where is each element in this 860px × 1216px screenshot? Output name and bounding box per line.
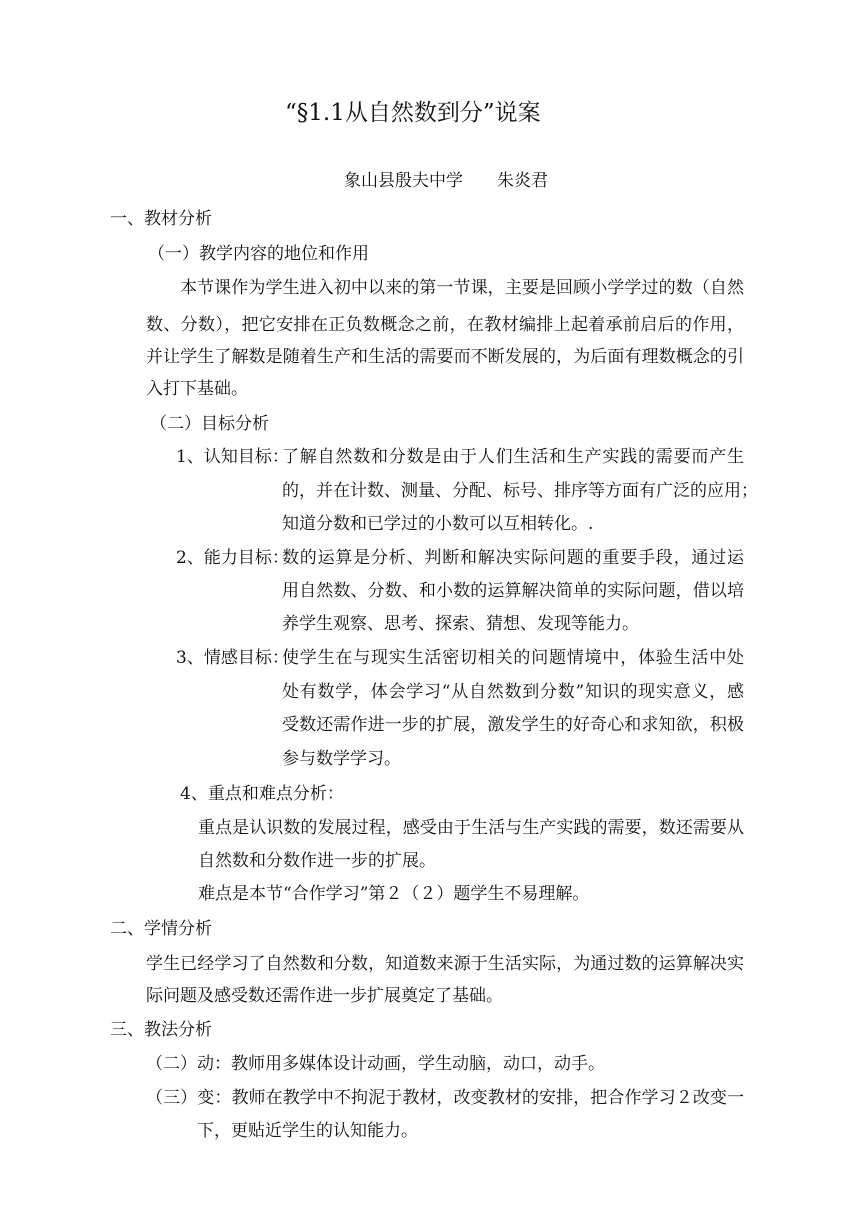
goal-line: 参与数学学习。 xyxy=(282,749,401,769)
method-line: 下，更贴近学生的认知能力。 xyxy=(197,1121,418,1141)
author-name: 朱炎君 xyxy=(497,171,548,191)
author-school: 象山县殷夫中学 xyxy=(344,171,463,191)
paragraph-line: 并让学生了解数是随着生产和生活的需要而不断发展的，为后面有理数概念的引 xyxy=(146,347,744,367)
subheading-content-role: （一）教学内容的地位和作用 xyxy=(148,244,369,264)
paragraph-line: 学生已经学习了自然数和分数，知道数来源于生活实际，为通过数的运算解决实 xyxy=(146,954,744,974)
subheading-goal-analysis: （二）目标分析 xyxy=(150,414,269,434)
document-title: “§1.1从自然数到分”说案 xyxy=(285,100,541,126)
paragraph-line: 数、分数），把它安排在正负数概念之前，在教材编排上起着承前启后的作用， xyxy=(146,315,744,335)
goal-label-cognitive: 1、认知目标： xyxy=(176,447,289,467)
goal-line: 处有数学，体会学习“从自然数到分数”知识的现实意义，感 xyxy=(282,682,744,702)
section-heading-materials: 一、教材分析 xyxy=(110,209,212,229)
goal-line: 受数还需作进一步的扩展，激发学生的好奇心和求知欲，积极 xyxy=(282,715,744,735)
goal-line: 使学生在与现实生活密切相关的问题情境中，体验生活中处 xyxy=(282,648,744,668)
goal-line: 数的运算是分析、判断和解决实际问题的重要手段，通过运 xyxy=(282,548,744,568)
goal-line: 养学生观察、思考、探索、猜想、发现等能力。 xyxy=(282,614,639,634)
key-point-line: 重点是认识数的发展过程，感受由于生活与生产实践的需要，数还需要从 xyxy=(198,818,744,838)
goal-label-ability: 2、能力目标： xyxy=(176,548,289,568)
section-heading-student-analysis: 二、学情分析 xyxy=(110,919,212,939)
paragraph-line: 本节课作为学生进入初中以来的第一节课，主要是回顾小学学过的数（自然 xyxy=(180,278,744,298)
key-point-line: 自然数和分数作进一步的扩展。 xyxy=(198,851,436,871)
goal-label-key-points: 4、重点和难点分析： xyxy=(180,784,344,804)
method-line: （三）变：教师在教学中不拘泥于教材，改变教材的安排，把合作学习２改变一 xyxy=(146,1088,744,1108)
method-line: （二）动：教师用多媒体设计动画，学生动脑，动口，动手。 xyxy=(146,1054,605,1074)
difficulty-line: 难点是本节“合作学习”第２（２）题学生不易理解。 xyxy=(198,884,590,904)
goal-line: 用自然数、分数、和小数的运算解决简单的实际问题，借以培 xyxy=(282,581,744,601)
paragraph-line: 入打下基础。 xyxy=(146,379,248,399)
goal-label-emotional: 3、情感目标： xyxy=(176,648,289,668)
section-heading-method-analysis: 三、教法分析 xyxy=(110,1020,212,1040)
paragraph-line: 际问题及感受数还需作进一步扩展奠定了基础。 xyxy=(146,986,503,1006)
goal-line: 了解自然数和分数是由于人们生活和生产实践的需要而产生 xyxy=(282,447,744,467)
goal-line: 的，并在计数、测量、分配、标号、排序等方面有广泛的应用； xyxy=(282,481,758,501)
goal-line: 知道分数和已学过的小数可以互相转化。. xyxy=(282,514,594,534)
